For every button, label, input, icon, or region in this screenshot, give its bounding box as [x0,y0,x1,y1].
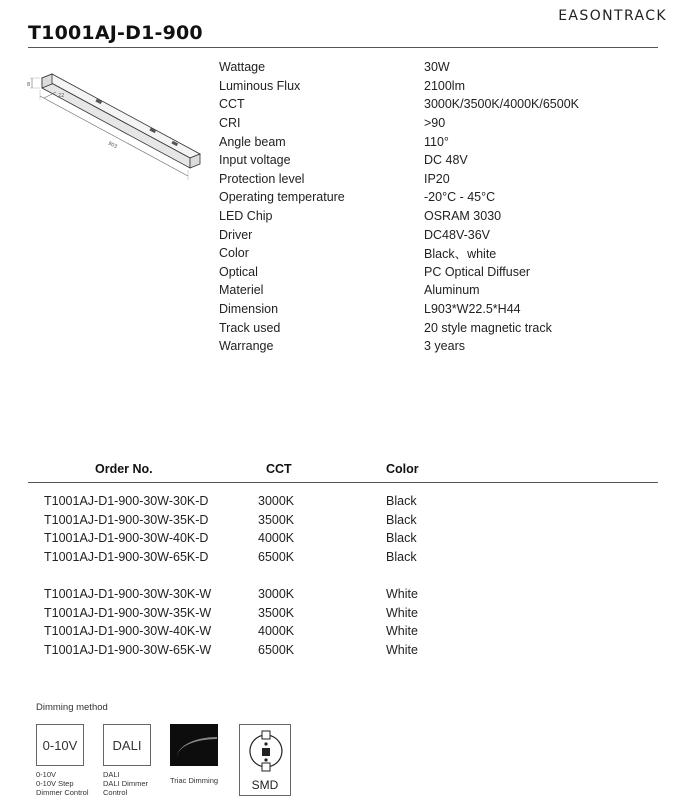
brand-logo: EASONTRACK [558,8,667,24]
spec-row [219,225,639,244]
title-divider [28,47,658,48]
order-row [0,641,697,660]
order-row [0,604,697,623]
order-number: T1001AJ-D1-900-30W-35K-D [44,512,209,527]
spec-value: DC48V-36V [424,227,491,242]
order-row [0,511,697,530]
order-number: T1001AJ-D1-900-30W-40K-W [44,624,212,639]
dim-height-label: 8 [27,82,31,88]
order-row [0,548,697,567]
dimming-dali-caption [103,770,148,797]
spec-row [219,114,639,133]
spec-value: IP20 [424,171,450,186]
spec-row [219,207,639,226]
order-number: T1001AJ-D1-900-30W-30K-W [44,587,212,601]
spec-label: Optical [219,264,258,279]
order-row [0,622,697,641]
caption-line: 0-10V [36,770,57,779]
order-number: T1001AJ-D1-900-30W-65K-D [44,549,209,564]
spec-label: CRI [219,116,241,131]
order-number: T1001AJ-D1-900-30W-30K-D [44,494,209,508]
spec-value: >90 [424,116,446,131]
spec-row [219,151,639,170]
caption-line: DALI [103,770,120,779]
order-cct: 3500K [258,605,295,620]
dimming-triac-box [170,724,218,766]
spec-row [219,244,639,263]
order-group-black [0,492,697,566]
spec-value: 2100lm [424,78,465,93]
spec-value: Black、white [424,247,497,262]
spec-row [219,300,639,319]
caption-line: Control [103,788,128,797]
cct-header: CCT [266,462,292,476]
dimming-0-10v-text: 0-10V [42,737,78,753]
spec-label: Dimension [219,302,279,317]
spec-value: -20°C - 45°C [424,190,496,205]
color-header: Color [386,462,419,476]
dimming-0-10v-caption [36,770,89,797]
spec-label: Input voltage [219,153,291,168]
order-color: Black [386,494,417,508]
spec-value: OSRAM 3030 [424,209,502,224]
order-row [0,492,697,511]
spec-row [219,132,639,151]
spec-row [219,170,639,189]
order-table-divider [28,482,658,483]
smd-label: SMD [251,778,279,792]
spec-label: Track used [219,320,281,335]
order-number: T1001AJ-D1-900-30W-40K-D [44,531,209,546]
caption-line: 0-10V Step [36,779,74,788]
order-color: Black [386,531,417,546]
order-row [0,585,697,604]
spec-table [219,58,639,356]
order-number: T1001AJ-D1-900-30W-65K-W [44,642,212,657]
order-color: White [386,624,418,639]
spec-label: Protection level [219,171,305,186]
spec-row [219,318,639,337]
caption-line: DALI Dimmer [103,779,149,788]
order-cct: 3500K [258,512,295,527]
dimming-dali-box [103,724,151,766]
order-cct: 4000K [258,624,295,639]
spec-label: Driver [219,227,253,242]
spec-label: Color [219,246,249,261]
caption-line: Dimmer Control [36,788,89,797]
order-cct: 6500K [258,549,295,564]
dim-width-label: 22 [58,93,65,99]
spec-label: CCT [219,97,245,112]
spec-row [219,263,639,282]
dimming-0-10v-box [36,724,84,766]
product-drawing [22,70,212,200]
spec-value: 3000K/3500K/4000K/6500K [424,97,579,112]
order-color: White [386,642,418,657]
spec-row [219,281,639,300]
spec-row [219,337,639,356]
spec-value: PC Optical Diffuser [424,264,531,279]
spec-label: Operating temperature [219,190,345,205]
spec-label: Materiel [219,283,264,298]
order-header: Order No. [95,462,153,476]
order-table-header [28,462,658,482]
spec-value: DC 48V [424,153,468,168]
spec-value: 20 style magnetic track [424,320,552,335]
product-title: T1001AJ-D1-900 [28,22,203,44]
spec-value: Aluminum [424,283,480,298]
spec-value: 30W [424,60,450,75]
spec-row [219,58,639,77]
spec-label: Luminous Flux [219,78,301,93]
spec-value: L903*W22.5*H44 [424,302,521,317]
order-number: T1001AJ-D1-900-30W-35K-W [44,605,212,620]
spec-value: 110° [424,134,449,149]
smd-chip-box [239,724,291,796]
spec-label: Wattage [219,60,266,75]
order-cct: 6500K [258,642,295,657]
dimming-dali-text: DALI [112,737,142,753]
order-cct: 3000K [258,587,295,601]
spec-label: Warrange [219,339,274,354]
spec-row [219,95,639,114]
dimming-triac-caption [170,776,218,785]
spec-row [219,77,639,96]
spec-label: LED Chip [219,209,273,224]
caption-line: Triac Dimming [170,776,219,785]
dimming-method-label: Dimming method [36,702,108,713]
order-color: Black [386,549,417,564]
triac-icon [177,737,218,766]
order-color: White [386,587,418,601]
order-color: Black [386,512,417,527]
order-row [0,529,697,548]
spec-label: Angle beam [219,134,286,149]
order-cct: 3000K [258,494,295,508]
order-cct: 4000K [258,531,295,546]
order-group-white [0,585,697,659]
spec-value: 3 years [424,339,465,354]
spec-row [219,188,639,207]
smd-chip-icon [240,725,292,777]
dim-length-label: 903 [106,140,119,151]
order-color: White [386,605,418,620]
